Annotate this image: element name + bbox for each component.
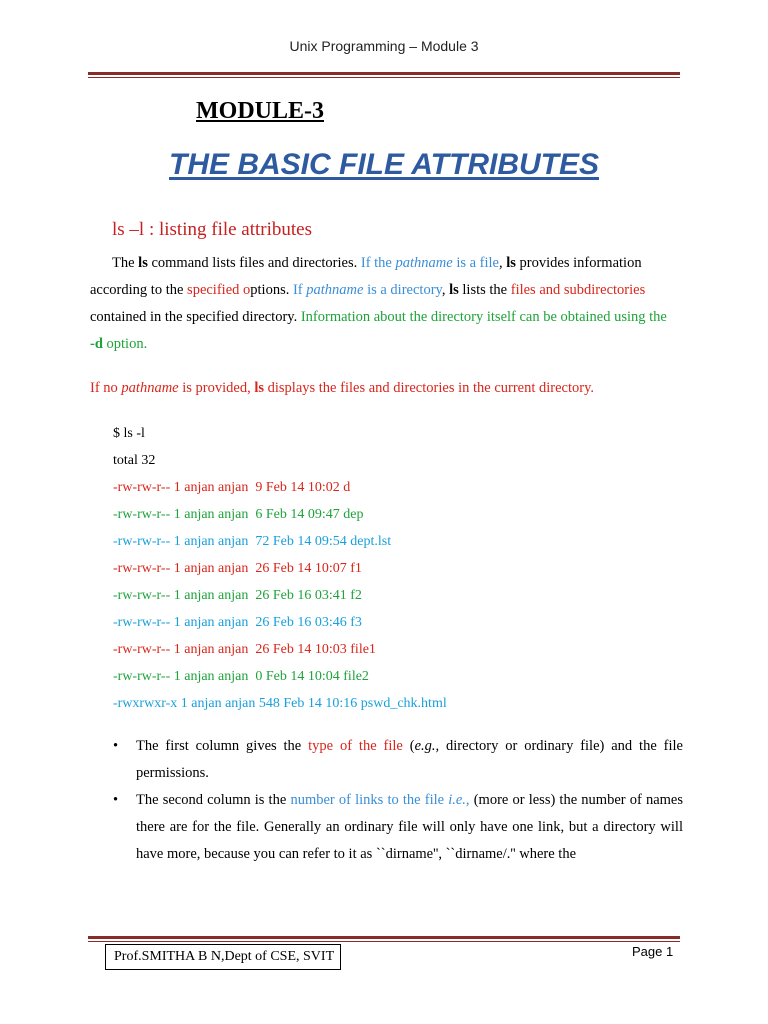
listing-line: -rw-rw-r-- 1 anjan anjan 0 Feb 14 10:04 file2 <box>113 669 369 684</box>
bullet-list <box>113 733 683 868</box>
intro-paragraph: The ls command lists files and directories. If the pathname is a file, ls provides information according to the specified options. If pathname is a directory, ls lists the files and subdirectories contained in the specified directory. Information about the directory itself can be obtained using the -d option. <box>90 255 667 352</box>
document-title: THE BASIC FILE ATTRIBUTES <box>169 148 599 181</box>
bullet-item-second-column: • The second column is the number of links to the file i.e., (more or less) the number of names there are for the file. Generally an ordinary file will only have one link, but a directory will have more, because you can refer to it as ``dirname'', ``dirname/.'' where the <box>113 787 683 868</box>
header-rule-thin <box>88 77 680 78</box>
module-heading: MODULE-3 <box>196 98 324 124</box>
total-line: total 32 <box>113 453 156 468</box>
page-number: Page 1 <box>632 944 674 959</box>
bullet-item-first-column: • The first column gives the type of the file (e.g., directory or ordinary file) and the file permissions. <box>113 733 683 787</box>
listing-line: -rw-rw-r-- 1 anjan anjan 9 Feb 14 10:02 d <box>113 480 351 495</box>
listing-line: -rw-rw-r-- 1 anjan anjan 26 Feb 16 03:41 f2 <box>113 588 362 603</box>
listing-line: -rw-rw-r-- 1 anjan anjan 6 Feb 14 09:47 dep <box>113 507 364 522</box>
footer-rule-thin <box>88 941 680 942</box>
footer-rule-thick <box>88 936 680 939</box>
listing-line: -rw-rw-r-- 1 anjan anjan 26 Feb 14 10:07 f1 <box>113 561 362 576</box>
listing-line: -rw-rw-r-- 1 anjan anjan 72 Feb 14 09:54 dept.lst <box>113 534 392 549</box>
footer-author: Prof.SMITHA B N,Dept of CSE, SVIT <box>105 944 341 970</box>
listing-line: -rw-rw-r-- 1 anjan anjan 26 Feb 16 03:46 f3 <box>113 615 362 630</box>
ls-output-block <box>113 420 447 717</box>
section-heading: ls –l : listing file attributes <box>112 219 313 240</box>
shell-prompt: $ ls -l <box>113 426 145 441</box>
no-pathname-paragraph: If no pathname is provided, ls displays the files and directories in the current directory. <box>90 380 595 396</box>
page-header-title: Unix Programming – Module 3 <box>289 38 479 54</box>
listing-line: -rwxrwxr-x 1 anjan anjan 548 Feb 14 10:16 pswd_chk.html <box>113 696 447 711</box>
listing-line: -rw-rw-r-- 1 anjan anjan 26 Feb 14 10:03 file1 <box>113 642 376 657</box>
header-rule-thick <box>88 72 680 75</box>
